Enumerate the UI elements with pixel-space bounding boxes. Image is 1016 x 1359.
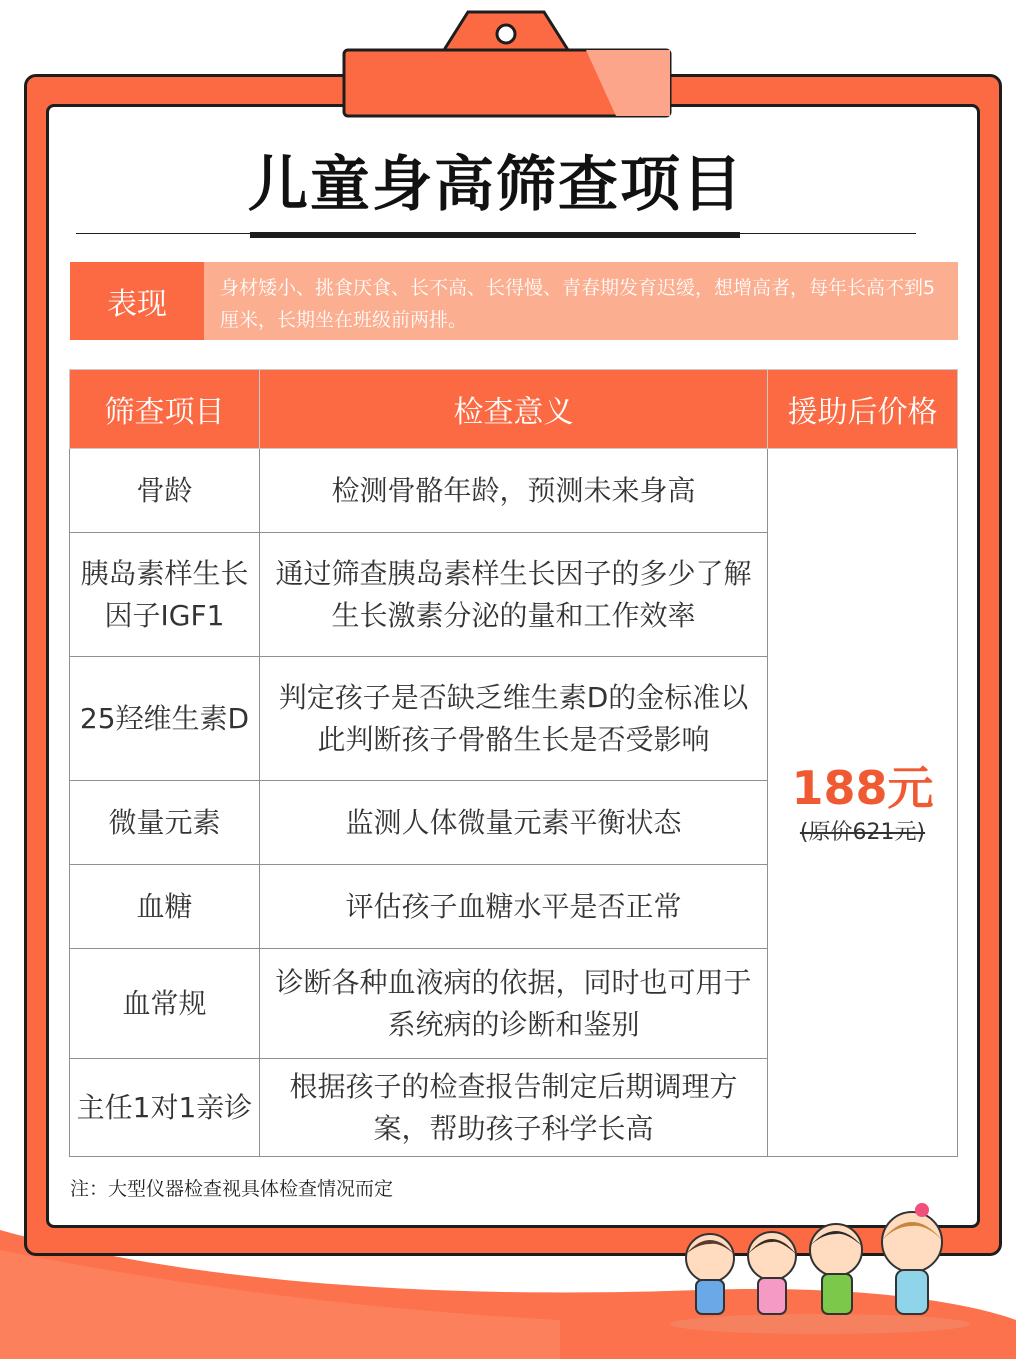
footnote: 注：大型仪器检查视具体检查情况而定 (70, 1178, 394, 1200)
symptom-bar (70, 262, 958, 340)
symptom-text: 身材矮小、挑食厌食、长不高、长得慢、青春期发育迟缓，想增高者，每年长高不到5厘米，长期坐在班级前两排。 (220, 277, 936, 331)
screening-table (69, 369, 958, 1157)
meaning-cell: 监测人体微量元素平衡状态 (260, 781, 768, 865)
price-cell (768, 449, 958, 1157)
item-cell: 血常规 (70, 949, 260, 1059)
children-illustration-icon (660, 1196, 980, 1336)
item-cell: 血糖 (70, 865, 260, 949)
item-cell: 主任1对1亲诊 (70, 1059, 260, 1157)
meaning-cell: 评估孩子血糖水平是否正常 (260, 865, 768, 949)
price-value: 188元 (791, 760, 934, 815)
original-price: (原价621元) (799, 819, 926, 845)
meaning-cell: 诊断各种血液病的依据，同时也可用于系统病的诊断和鉴别 (260, 949, 768, 1059)
header-meaning: 检查意义 (260, 370, 768, 449)
item-cell: 微量元素 (70, 781, 260, 865)
item-cell: 胰岛素样生长因子IGF1 (70, 533, 260, 657)
item-cell: 25羟维生素D (70, 657, 260, 781)
item-cell: 骨龄 (70, 449, 260, 533)
meaning-cell: 判定孩子是否缺乏维生素D的金标准以此判断孩子骨骼生长是否受影响 (260, 657, 768, 781)
table-row (70, 449, 958, 533)
symptom-label: 表现 (70, 262, 204, 340)
header-item: 筛查项目 (70, 370, 260, 449)
meaning-cell: 通过筛查胰岛素样生长因子的多少了解生长激素分泌的量和工作效率 (260, 533, 768, 657)
screening-table-wrap (69, 369, 958, 1157)
page-title: 儿童身高筛查项目 (248, 150, 744, 220)
title-underline (250, 232, 740, 238)
meaning-cell: 根据孩子的检查报告制定后期调理方案，帮助孩子科学长高 (260, 1059, 768, 1157)
clipboard-clip-icon (336, 4, 678, 122)
meaning-cell: 检测骨骼年龄，预测未来身高 (260, 449, 768, 533)
header-price: 援助后价格 (768, 370, 958, 449)
